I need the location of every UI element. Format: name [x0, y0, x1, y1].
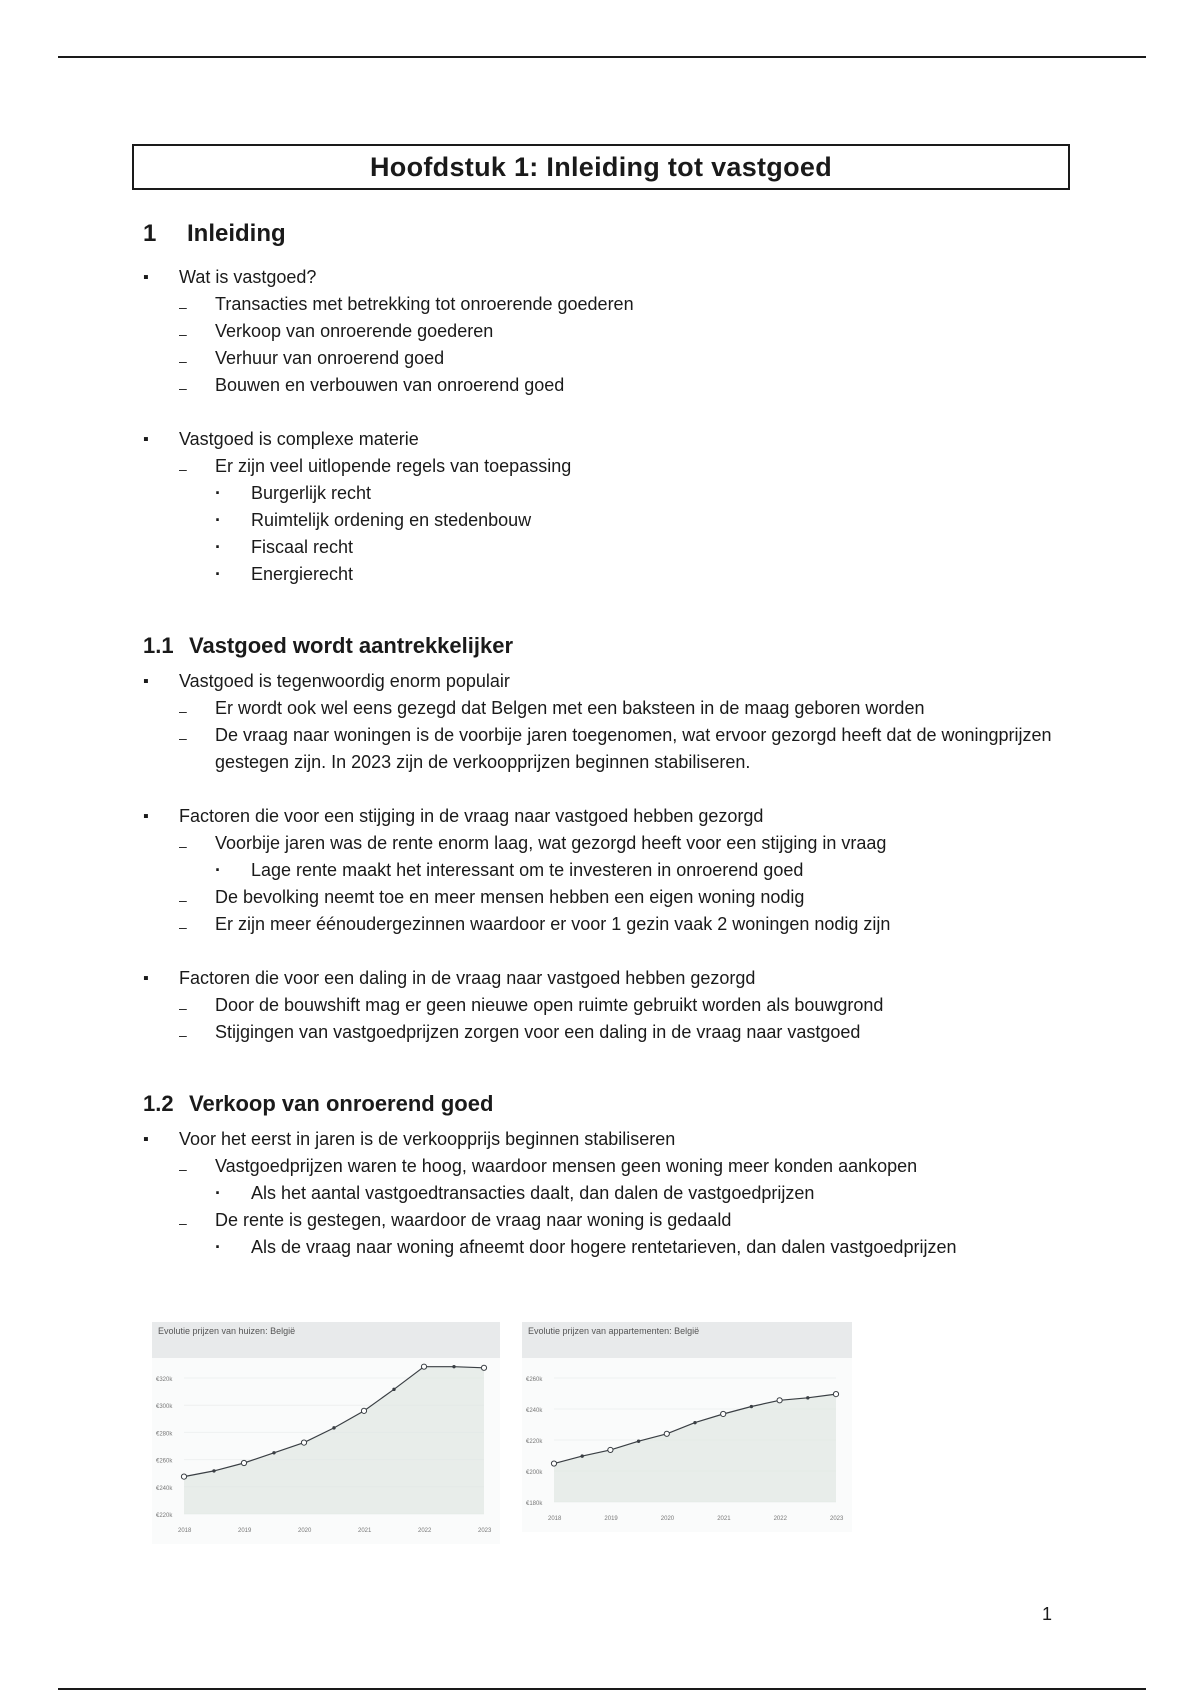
sub-sub-list [215, 857, 1083, 884]
section-heading [143, 216, 1083, 252]
sub-list [179, 830, 1083, 938]
x-tick-label: 2019 [238, 1528, 252, 1534]
list-item-text: Wat is vastgoed? [179, 267, 317, 287]
sub-list-item [179, 1153, 1083, 1207]
footer-rule [58, 1688, 1146, 1690]
sub-list-item-text: Er zijn veel uitlopende regels van toepassing [215, 456, 572, 476]
sub-sub-list [215, 1234, 1083, 1261]
bullet-list [143, 1126, 1083, 1261]
list-item-text: Vastgoed is complexe materie [179, 429, 419, 449]
bullet-list [143, 264, 1083, 588]
y-tick-label: €200k [526, 1470, 543, 1476]
sub-list [179, 992, 1083, 1046]
sub-list-item-text: Verkoop van onroerende goederen [215, 321, 494, 341]
subsection-number: 1.1 [143, 633, 174, 658]
sub-list-item [179, 911, 1083, 938]
data-point [664, 1431, 669, 1436]
list-item [143, 803, 1083, 938]
data-point [181, 1474, 186, 1479]
data-point [807, 1397, 809, 1399]
x-tick-label: 2022 [418, 1528, 432, 1534]
sub-list-item [179, 722, 1083, 776]
list-item [143, 264, 1083, 399]
data-point [777, 1398, 782, 1403]
sub-sub-list-item: · Als de vraag naar woning afneemt door hogere rentetarieven, dan dalen vastgoedprijzen [215, 1234, 1083, 1261]
data-point [421, 1364, 426, 1369]
sub-list-item [179, 830, 1083, 884]
sub-list [179, 695, 1083, 776]
subsection-title: Verkoop van onroerend goed [189, 1091, 494, 1116]
x-tick-label: 2023 [478, 1528, 492, 1534]
y-tick-label: €180k [526, 1501, 543, 1507]
sub-sub-list-item: · Als het aantal vastgoedtransacties daalt, dan dalen de vastgoedprijzen [215, 1180, 1083, 1207]
y-tick-label: €300k [156, 1404, 173, 1411]
sub-sub-list-item: · Ruimtelijk ordening en stedenbouw [215, 507, 1083, 534]
chart-title: Evolutie prijzen van huizen: België [152, 1322, 500, 1358]
sub-sub-list [215, 480, 1083, 588]
subsection-number: 1.2 [143, 1091, 174, 1116]
y-tick-label: €220k [526, 1439, 543, 1445]
data-point [273, 1452, 275, 1454]
sub-list-item [179, 992, 1083, 1019]
chart-plot [152, 1322, 500, 1544]
x-tick-label: 2023 [830, 1516, 844, 1522]
section-number: 1 [143, 220, 157, 247]
section-1 [143, 216, 1083, 588]
header-rule [58, 56, 1146, 58]
x-tick-label: 2020 [660, 1516, 675, 1522]
data-point [694, 1421, 696, 1423]
sub-list [179, 453, 1083, 588]
sub-list-item [179, 345, 1083, 372]
x-tick-label: 2018 [178, 1528, 192, 1534]
chart-plot [522, 1322, 852, 1532]
sub-list-item-text: De vraag naar woningen is de voorbije jaren toegenomen, wat ervoor gezorgd heeft dat de woningprijzen gestegen zijn. In 2023 zijn de verkoopprijzen beginnen stabiliseren. [215, 725, 1052, 772]
data-point [581, 1455, 583, 1457]
y-tick-label: €240k [156, 1485, 173, 1492]
y-tick-label: €260k [526, 1377, 543, 1383]
data-point [750, 1405, 752, 1407]
section-1-1 [143, 630, 1083, 1046]
list-item [143, 965, 1083, 1046]
subsection-heading [143, 1088, 1083, 1120]
subsection-title: Vastgoed wordt aantrekkelijker [189, 633, 514, 658]
sub-list-item-text: Er wordt ook wel eens gezegd dat Belgen met een baksteen in de maag geboren worden [215, 698, 925, 718]
sub-list-item-text: De rente is gestegen, waardoor de vraag naar woning is gedaald [215, 1210, 732, 1230]
sub-list-item [179, 291, 1083, 318]
sub-list-item [179, 1207, 1083, 1261]
list-item-text: Voor het eerst in jaren is de verkoopprijs beginnen stabiliseren [179, 1129, 676, 1149]
data-point [637, 1440, 639, 1442]
data-point [551, 1461, 556, 1466]
x-tick-label: 2021 [358, 1528, 372, 1534]
data-point [361, 1408, 366, 1413]
chapter-title: Hoofdstuk 1: Inleiding tot vastgoed [132, 144, 1070, 190]
data-point [833, 1392, 838, 1397]
list-item [143, 668, 1083, 776]
list-item-text: Vastgoed is tegenwoordig enorm populair [179, 671, 510, 691]
list-item [143, 426, 1083, 588]
data-point [393, 1388, 395, 1390]
sub-list-item-text: De bevolking neemt toe en meer mensen hebben een eigen woning nodig [215, 887, 805, 907]
page-number: 1 [1042, 1604, 1053, 1624]
sub-list-item-text: Transacties met betrekking tot onroerende goederen [215, 294, 634, 314]
bullet-list [143, 668, 1083, 1046]
data-point [721, 1411, 726, 1416]
sub-sub-list-item: · Fiscaal recht [215, 534, 1083, 561]
sub-list-item-text: Er zijn meer éénoudergezinnen waardoor er voor 1 gezin vaak 2 woningen nodig zijn [215, 914, 891, 934]
document-body [143, 216, 1083, 1303]
data-point [241, 1460, 246, 1465]
chart-apartment-prices [522, 1322, 852, 1532]
x-tick-label: 2019 [604, 1516, 618, 1522]
x-tick-label: 2021 [717, 1516, 731, 1522]
y-tick-label: €280k [156, 1431, 173, 1438]
sub-sub-list [215, 1180, 1083, 1207]
y-tick-label: €240k [526, 1408, 543, 1414]
sub-list-item [179, 1019, 1083, 1046]
data-point [608, 1447, 613, 1452]
x-tick-label: 2020 [298, 1528, 312, 1534]
chart-house-prices [152, 1322, 500, 1544]
data-point [301, 1440, 306, 1445]
sub-list [179, 291, 1083, 399]
sub-list-item [179, 318, 1083, 345]
x-tick-label: 2022 [773, 1516, 787, 1522]
sub-list-item-text: Door de bouwshift mag er geen nieuwe open ruimte gebruikt worden als bouwgrond [215, 995, 884, 1015]
data-point [481, 1365, 486, 1370]
section-1-2 [143, 1088, 1083, 1261]
subsection-heading [143, 630, 1083, 662]
sub-list-item-text: Voorbije jaren was de rente enorm laag, wat gezorgd heeft voor een stijging in vraag [215, 833, 887, 853]
y-tick-label: €220k [156, 1513, 173, 1519]
sub-list [179, 1153, 1083, 1261]
sub-list-item-text: Verhuur van onroerend goed [215, 348, 445, 368]
x-tick-label: 2018 [548, 1516, 562, 1522]
data-point [333, 1427, 335, 1429]
sub-sub-list-item: · Lage rente maakt het interessant om te investeren in onroerend goed [215, 857, 1083, 884]
series-area [184, 1367, 484, 1514]
sub-list-item-text: Bouwen en verbouwen van onroerend goed [215, 375, 565, 395]
section-title: Inleiding [187, 220, 286, 247]
sub-list-item [179, 453, 1083, 588]
sub-list-item-text: Vastgoedprijzen waren te hoog, waardoor mensen geen woning meer konden aankopen [215, 1156, 918, 1176]
sub-list-item-text: Stijgingen van vastgoedprijzen zorgen voor een daling in de vraag naar vastgoed [215, 1022, 861, 1042]
list-item-text: Factoren die voor een daling in de vraag naar vastgoed hebben gezorgd [179, 968, 756, 988]
sub-list-item [179, 695, 1083, 722]
list-item [143, 1126, 1083, 1261]
sub-sub-list-item: · Burgerlijk recht [215, 480, 1083, 507]
y-tick-label: €320k [156, 1377, 173, 1383]
list-item-text: Factoren die voor een stijging in de vraag naar vastgoed hebben gezorgd [179, 806, 764, 826]
sub-list-item [179, 884, 1083, 911]
data-point [453, 1365, 455, 1367]
series-area [554, 1394, 836, 1502]
sub-sub-list-item: · Energierecht [215, 561, 1083, 588]
data-point [213, 1470, 215, 1472]
chart-title: Evolutie prijzen van appartementen: België [522, 1322, 852, 1358]
y-tick-label: €260k [156, 1458, 173, 1465]
sub-list-item [179, 372, 1083, 399]
